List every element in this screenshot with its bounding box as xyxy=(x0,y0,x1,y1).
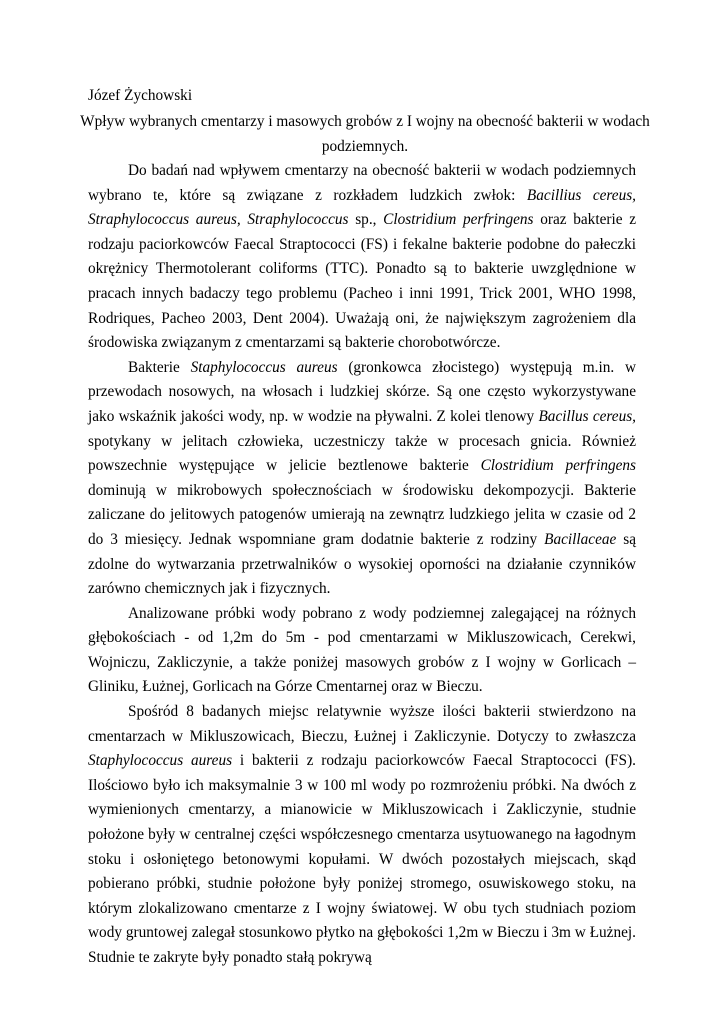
paragraph-1 xyxy=(88,159,636,356)
paragraph-2 xyxy=(88,356,636,602)
species-name: Staphylococcus aureus xyxy=(88,752,233,770)
document-title: Wpływ wybranych cmentarzy i masowych grobów z I wojny na obecność bakterii w wodach podziemnych. xyxy=(80,113,650,155)
document-body xyxy=(88,159,636,971)
text-run: sp., xyxy=(348,211,384,229)
paragraph-4 xyxy=(88,700,636,971)
species-name: Bacillius cereus, Straphylococcus aureus, Straphylococcus xyxy=(88,186,637,229)
text-run: dominują w mikrobowych społecznościach w środowisku dekompozycji. Bakterie zaliczane do jelitowych patogenów umierają na zewnątrz ludzkiego jelita w czasie od 2 do 3 miesięcy. Jednak wspomniane gram dodatnie bakterie z rodziny xyxy=(88,481,636,548)
text-run: (gronkowca złocistego) występują m.in. w przewodach nosowych, na włosach i ludzkiej skórze. Są one często wykorzystywane jako wskaźnik jakości wody, np. w wodzie na pływalni. Z kolei tlenowy xyxy=(88,358,636,425)
paragraph-3 xyxy=(88,602,636,700)
species-name: Bacillus cereus, xyxy=(538,407,637,425)
text-run: i bakterii z rodzaju paciorkowców Faecal Straptococci (FS). Ilościowo było ich maksymalnie 3 w 100 ml wody po rozmrożeniu próbki. Na dwóch z wymienionych cmentarzy, a mianowicie w Mikluszowicach i Zakliczynie, studnie położone były w centralnej części współczesnego cmentarza usytuowanego na łagodnym stoku i osłoniętego betonowymi kopułami. W dwóch pozostałych miejscach, skąd pobierano próbki, studnie położone były poniżej stromego, osuwiskowego stoku, na którym zlokalizowano cmentarze z I wojny światowej. W obu tych studniach poziom wody gruntowej zalegał stosunkowo płytko na głębokości 1,2m w Bieczu i 3m w Łużnej. Studnie te zakryte były ponadto stałą pokrywą xyxy=(88,752,636,966)
text-run: Spośród 8 badanych miejsc relatywnie wyższe ilości bakterii stwierdzono na cmentarzach w Mikluszowicach, Bieczu, Łużnej i Zakliczynie. Dotyczy to zwłaszcza xyxy=(88,703,636,745)
species-name: Staphylococcus aureus xyxy=(190,358,338,376)
text-run: spotykany w jelitach człowieka, uczestniczy także w procesach gnicia. Również powszechnie występujące w jelicie beztlenowe bakterie xyxy=(88,432,636,475)
species-name: Clostridium perfringens xyxy=(383,211,534,229)
text-run: Bakterie xyxy=(128,358,191,376)
text-run: Analizowane próbki wody pobrano z wody podziemnej zalegającej na różnych głębokościach - od 1,2m do 5m - pod cmentarzami w Mikluszowicach, Cerekwi, Wojniczu, Zakliczynie, a także poniżej masowych grobów z I wojny w Gorlicach – Gliniku, Łużnej, Gorlicach na Górze Cmentarnej oraz w Bieczu. xyxy=(88,604,636,696)
author-name: Józef Żychowski xyxy=(88,87,193,104)
text-run: Do badań nad wpływem cmentarzy na obecność bakterii w wodach podziemnych wybrano te, które są związane z rozkładem ludzkich zwłok: xyxy=(88,162,636,204)
family-name: Bacillaceae xyxy=(544,530,617,548)
species-name: Clostridium perfringens xyxy=(480,457,637,475)
text-run: oraz bakterie z rodzaju paciorkowców Faecal Straptococci (FS) i fekalne bakterie podobne do pałeczki okrężnicy Thermotolerant coliforms (TTC). Ponadto są to bakterie uwzględnione w pracach innych badaczy tego problemu (Pacheo i inni 1991, Trick 2001, WHO 1998, Rodriques, Pacheo 2003, Dent 2004). Uważają oni, że największym zagrożeniem dla środowiska związanym z cmentarzami są bakterie chorobotwórcze. xyxy=(88,211,636,352)
text-run: są zdolne do wytwarzania przetrwalników o wysokiej oporności na działanie czynników zarówno chemicznych jak i fizycznych. xyxy=(88,530,636,598)
